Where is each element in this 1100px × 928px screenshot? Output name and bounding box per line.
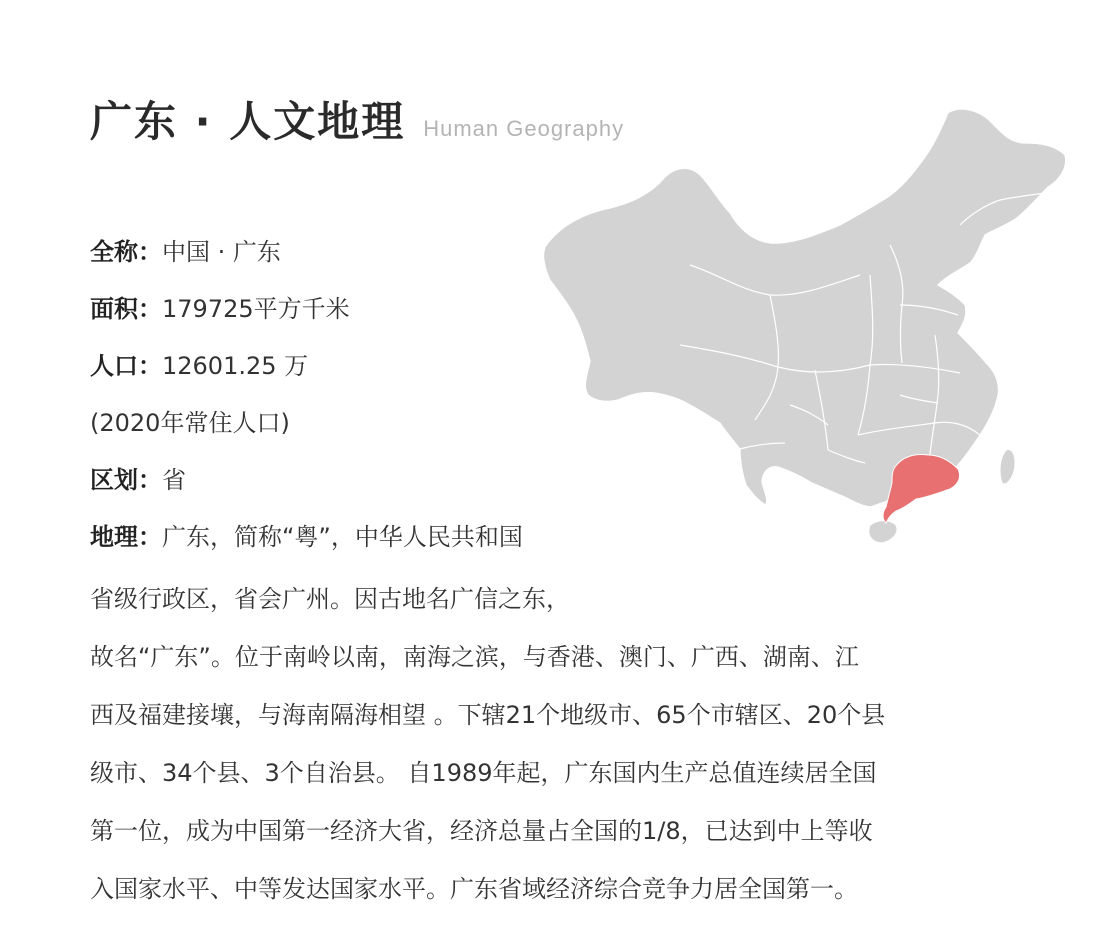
info-value: 中国 · 广东 bbox=[162, 238, 281, 266]
paragraph-line: 入国家水平、中等发达国家水平。广东省域经济综合竞争力居全国第一。 bbox=[90, 875, 858, 903]
paragraph-line: 西及福建接壤，与海南隔海相望 。下辖21个地级市、65个市辖区、20个县 bbox=[90, 701, 886, 729]
info-list bbox=[90, 228, 650, 570]
taiwan-island bbox=[1000, 449, 1015, 484]
info-value: (2020年常住人口) bbox=[90, 409, 290, 437]
info-row bbox=[90, 228, 650, 285]
paragraph-line: 省级行政区，省会广州。因古地名广信之东， bbox=[90, 585, 570, 613]
info-label: 全称： bbox=[90, 238, 162, 266]
geography-paragraph bbox=[90, 570, 1030, 918]
hainan-island bbox=[869, 521, 897, 544]
info-value: 广东，简称“粤”，中华人民共和国 bbox=[162, 523, 523, 551]
paragraph-line: 故名“广东”。位于南岭以南，南海之滨，与香港、澳门、广西、湖南、江 bbox=[90, 643, 859, 671]
info-value: 12601.25 万 bbox=[162, 352, 309, 380]
info-value: 179725平方千米 bbox=[162, 295, 350, 323]
info-value: 省 bbox=[162, 466, 186, 494]
page-title: 广东 · 人文地理 bbox=[90, 97, 406, 146]
paragraph-line: 第一位，成为中国第一经济大省，经济总量占全国的1/8，已达到中上等收 bbox=[90, 817, 873, 845]
paragraph-line: 级市、34个县、3个自治县。 自1989年起，广东国内生产总值连续居全国 bbox=[90, 759, 877, 787]
page-subtitle: Human Geography bbox=[423, 116, 625, 141]
info-row bbox=[90, 456, 650, 513]
info-row bbox=[90, 285, 650, 342]
info-label: 人口： bbox=[90, 352, 162, 380]
info-label: 面积： bbox=[90, 295, 162, 323]
info-row bbox=[90, 513, 650, 570]
info-label: 地理： bbox=[90, 523, 162, 551]
info-row bbox=[90, 399, 650, 456]
info-row bbox=[90, 342, 650, 399]
info-label: 区划： bbox=[90, 466, 162, 494]
